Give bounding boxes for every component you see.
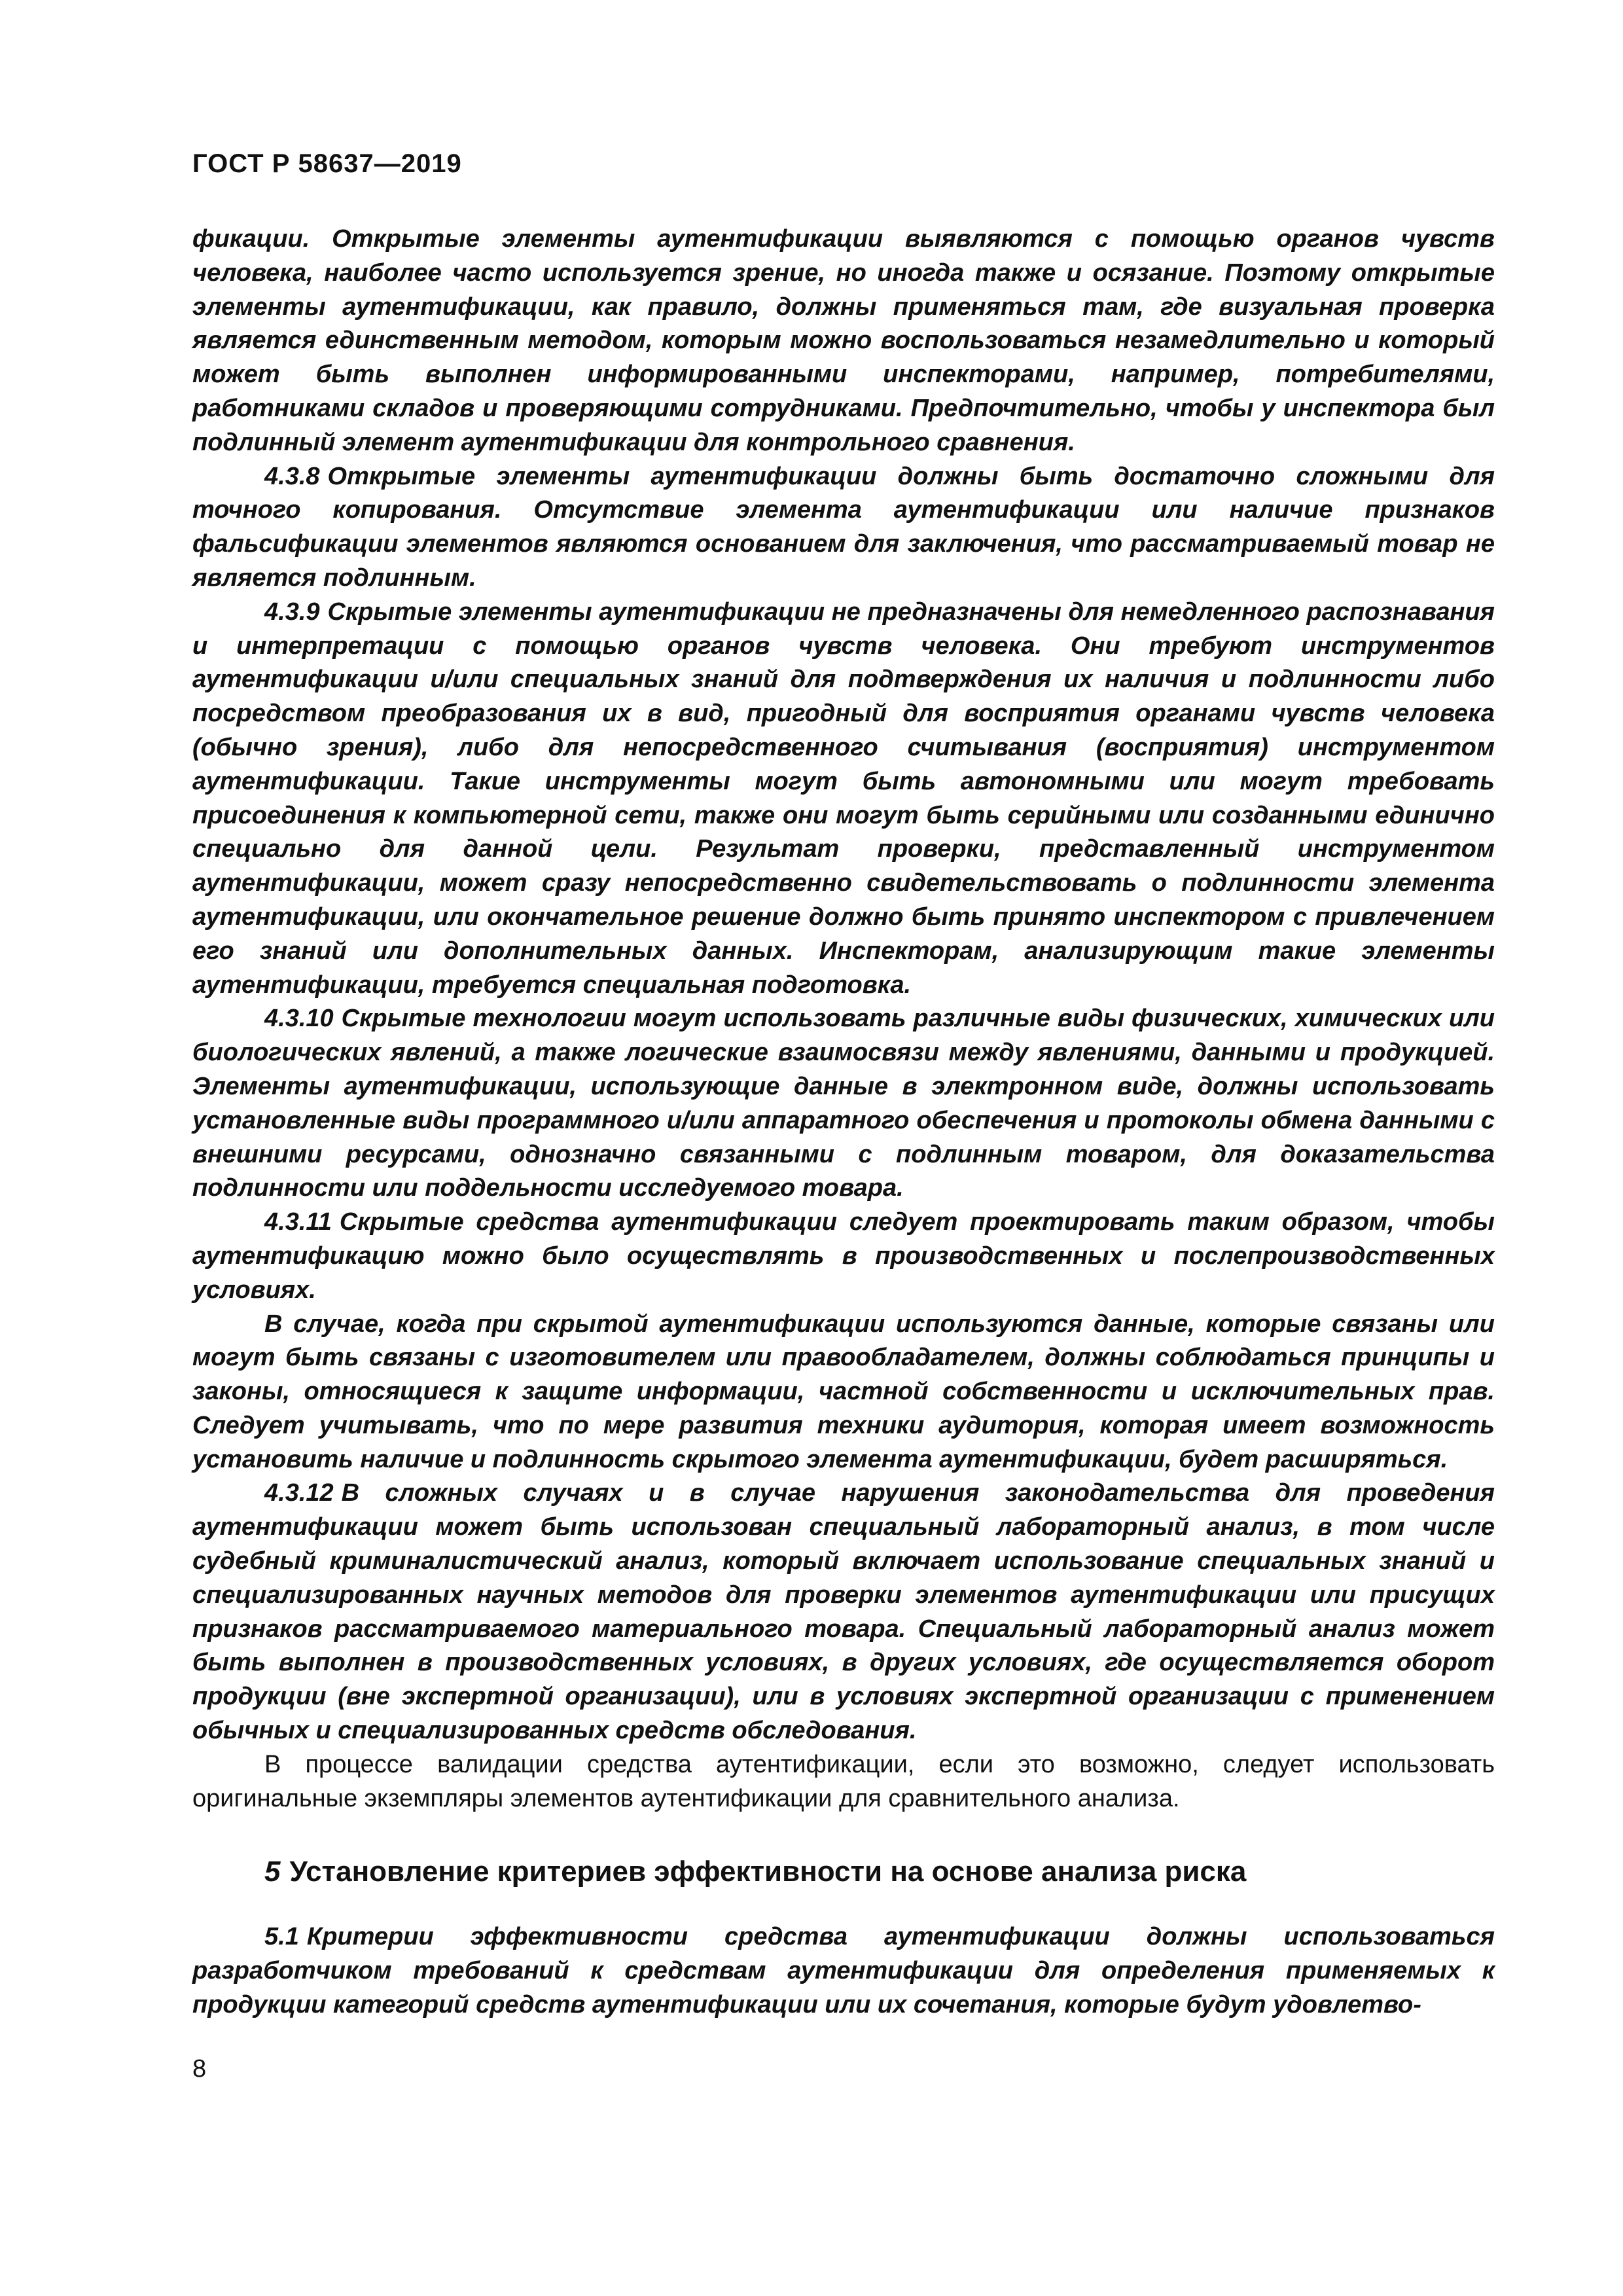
section-heading [192,1854,1495,1890]
clause-number: 4.3.11 [264,1208,332,1236]
clause-number: 5.1 [264,1923,299,1951]
clause-text: Скрытые элементы аутентификации не предназначены для немедленного распознавания и интерпретации с помощью органов чувств человека. Они требуют инструментов аутентификации и/или специальных знаний для подтверждения их наличия и подлинности либо посредством преобразования их в вид, пригодный для восприятия органами чувств человека (обычно зрения), либо для непосредственного считывания (восприятия) инструментом аутентификации. Такие инструменты могут быть автономными или могут требовать присоединения к компьютерной сети, также они могут быть серийными или созданными единично специально для данной цели. Результат проверки, представленный инструментом аутентификации, может сразу непосредственно свидетельствовать о подлинности элемента аутентификации, или окончательное решение должно быть принято инспектором с привлечением его знаний или дополнительных данных. Инспекторам, анализирующим такие элементы аутентификации, требуется специальная подготовка. [192,598,1495,999]
page-number: 8 [192,2055,207,2083]
clause-number: 4.3.9 [264,598,320,626]
clause-4-3-12 [192,1477,1495,1748]
document-body [192,223,1495,2022]
paragraph-hidden-auth-data: В случае, когда при скрытой аутентификации используются данные, которые связаны или могут быть связаны с изготовителем или правообладателем, должны соблюдаться принципы и законы, относящиеся к защите информации, частной собственности и исключительных прав. Следует учитывать, что по мере развития техники аудитория, которая имеет возможность установить наличие и подлинность скрытого элемента аутентификации, будет расширяться. [192,1310,1495,1473]
clause-5-1 [192,1920,1495,2022]
clause-text: Скрытые средства аутентификации следует проектировать таким образом, чтобы аутентификацию можно было осуществлять в производственных и послепроизводственных условиях. [192,1208,1495,1304]
document-header: ГОСТ Р 58637—2019 [192,149,462,178]
section-number: 5 [264,1856,281,1888]
clause-text: Открытые элементы аутентификации должны быть достаточно сложными для точного копирования. Отсутствие элемента аутентификации или наличие признаков фальсификации элементов являются основанием для заключения, что рассматриваемый товар не является подлинным. [192,462,1495,592]
paragraph-continuation: фикации. Открытые элементы аутентификации выявляются с помощью органов чувств человека, наиболее часто используется зрение, но иногда также и осязание. Поэтому открытые элементы аутентификации, как правило, должны применяться там, где визуальная проверка является единственным методом, которым можно воспользоваться незамедлительно и который может быть выполнен информированными инспекторами, например, потребителями, работниками складов и проверяющими сотрудниками. Предпочтительно, чтобы у инспектора был подлинный элемент аутентификации для контрольного сравнения. [192,225,1495,456]
clause-number: 4.3.12 [264,1479,334,1507]
paragraph-validation: В процессе валидации средства аутентификации, если это возможно, следует использовать оригинальные экземпляры элементов аутентификации для сравнительного анализа. [192,1750,1495,1812]
clause-text: Скрытые технологии могут использовать различные виды физических, химических или биологических явлений, а также логические взаимосвязи между явлениями, данными и продукцией. Элементы аутентификации, использующие данные в электронном виде, должны использовать установленные виды программного и/или аппаратного обеспечения и протоколы обмена данными с внешними ресурсами, однозначно связанными с подлинным товаром, для доказательства подлинности или поддельности исследуемого товара. [192,1005,1495,1202]
clause-text: Критерии эффективности средства аутентификации должны использоваться разработчиком требований к средствам аутентификации для определения применяемых к продукции категорий средств аутентификации или их сочетания, которые будут удовлетво- [192,1923,1495,2019]
clause-4-3-9 [192,596,1495,1003]
clause-4-3-10 [192,1002,1495,1206]
section-title: Установление критериев эффективности на основе анализа риска [289,1856,1247,1888]
clause-number: 4.3.10 [264,1005,334,1033]
clause-number: 4.3.8 [264,462,320,490]
clause-4-3-11 [192,1206,1495,1307]
clause-4-3-8 [192,460,1495,596]
clause-text: В сложных случаях и в случае нарушения законодательства для проведения аутентификации может быть использован специальный лабораторный анализ, в том числе судебный криминалистический анализ, который включает использование специальных знаний и специализированных научных методов для проверки элементов аутентификации или присущих признаков рассматриваемого материального товара. Специальный лабораторный анализ может быть выполнен в производственных условиях, в других условиях, где осуществляется оборот продукции (вне экспертной организации), или в условиях экспертной организации с применением обычных и специализированных средств обследования. [192,1479,1495,1745]
